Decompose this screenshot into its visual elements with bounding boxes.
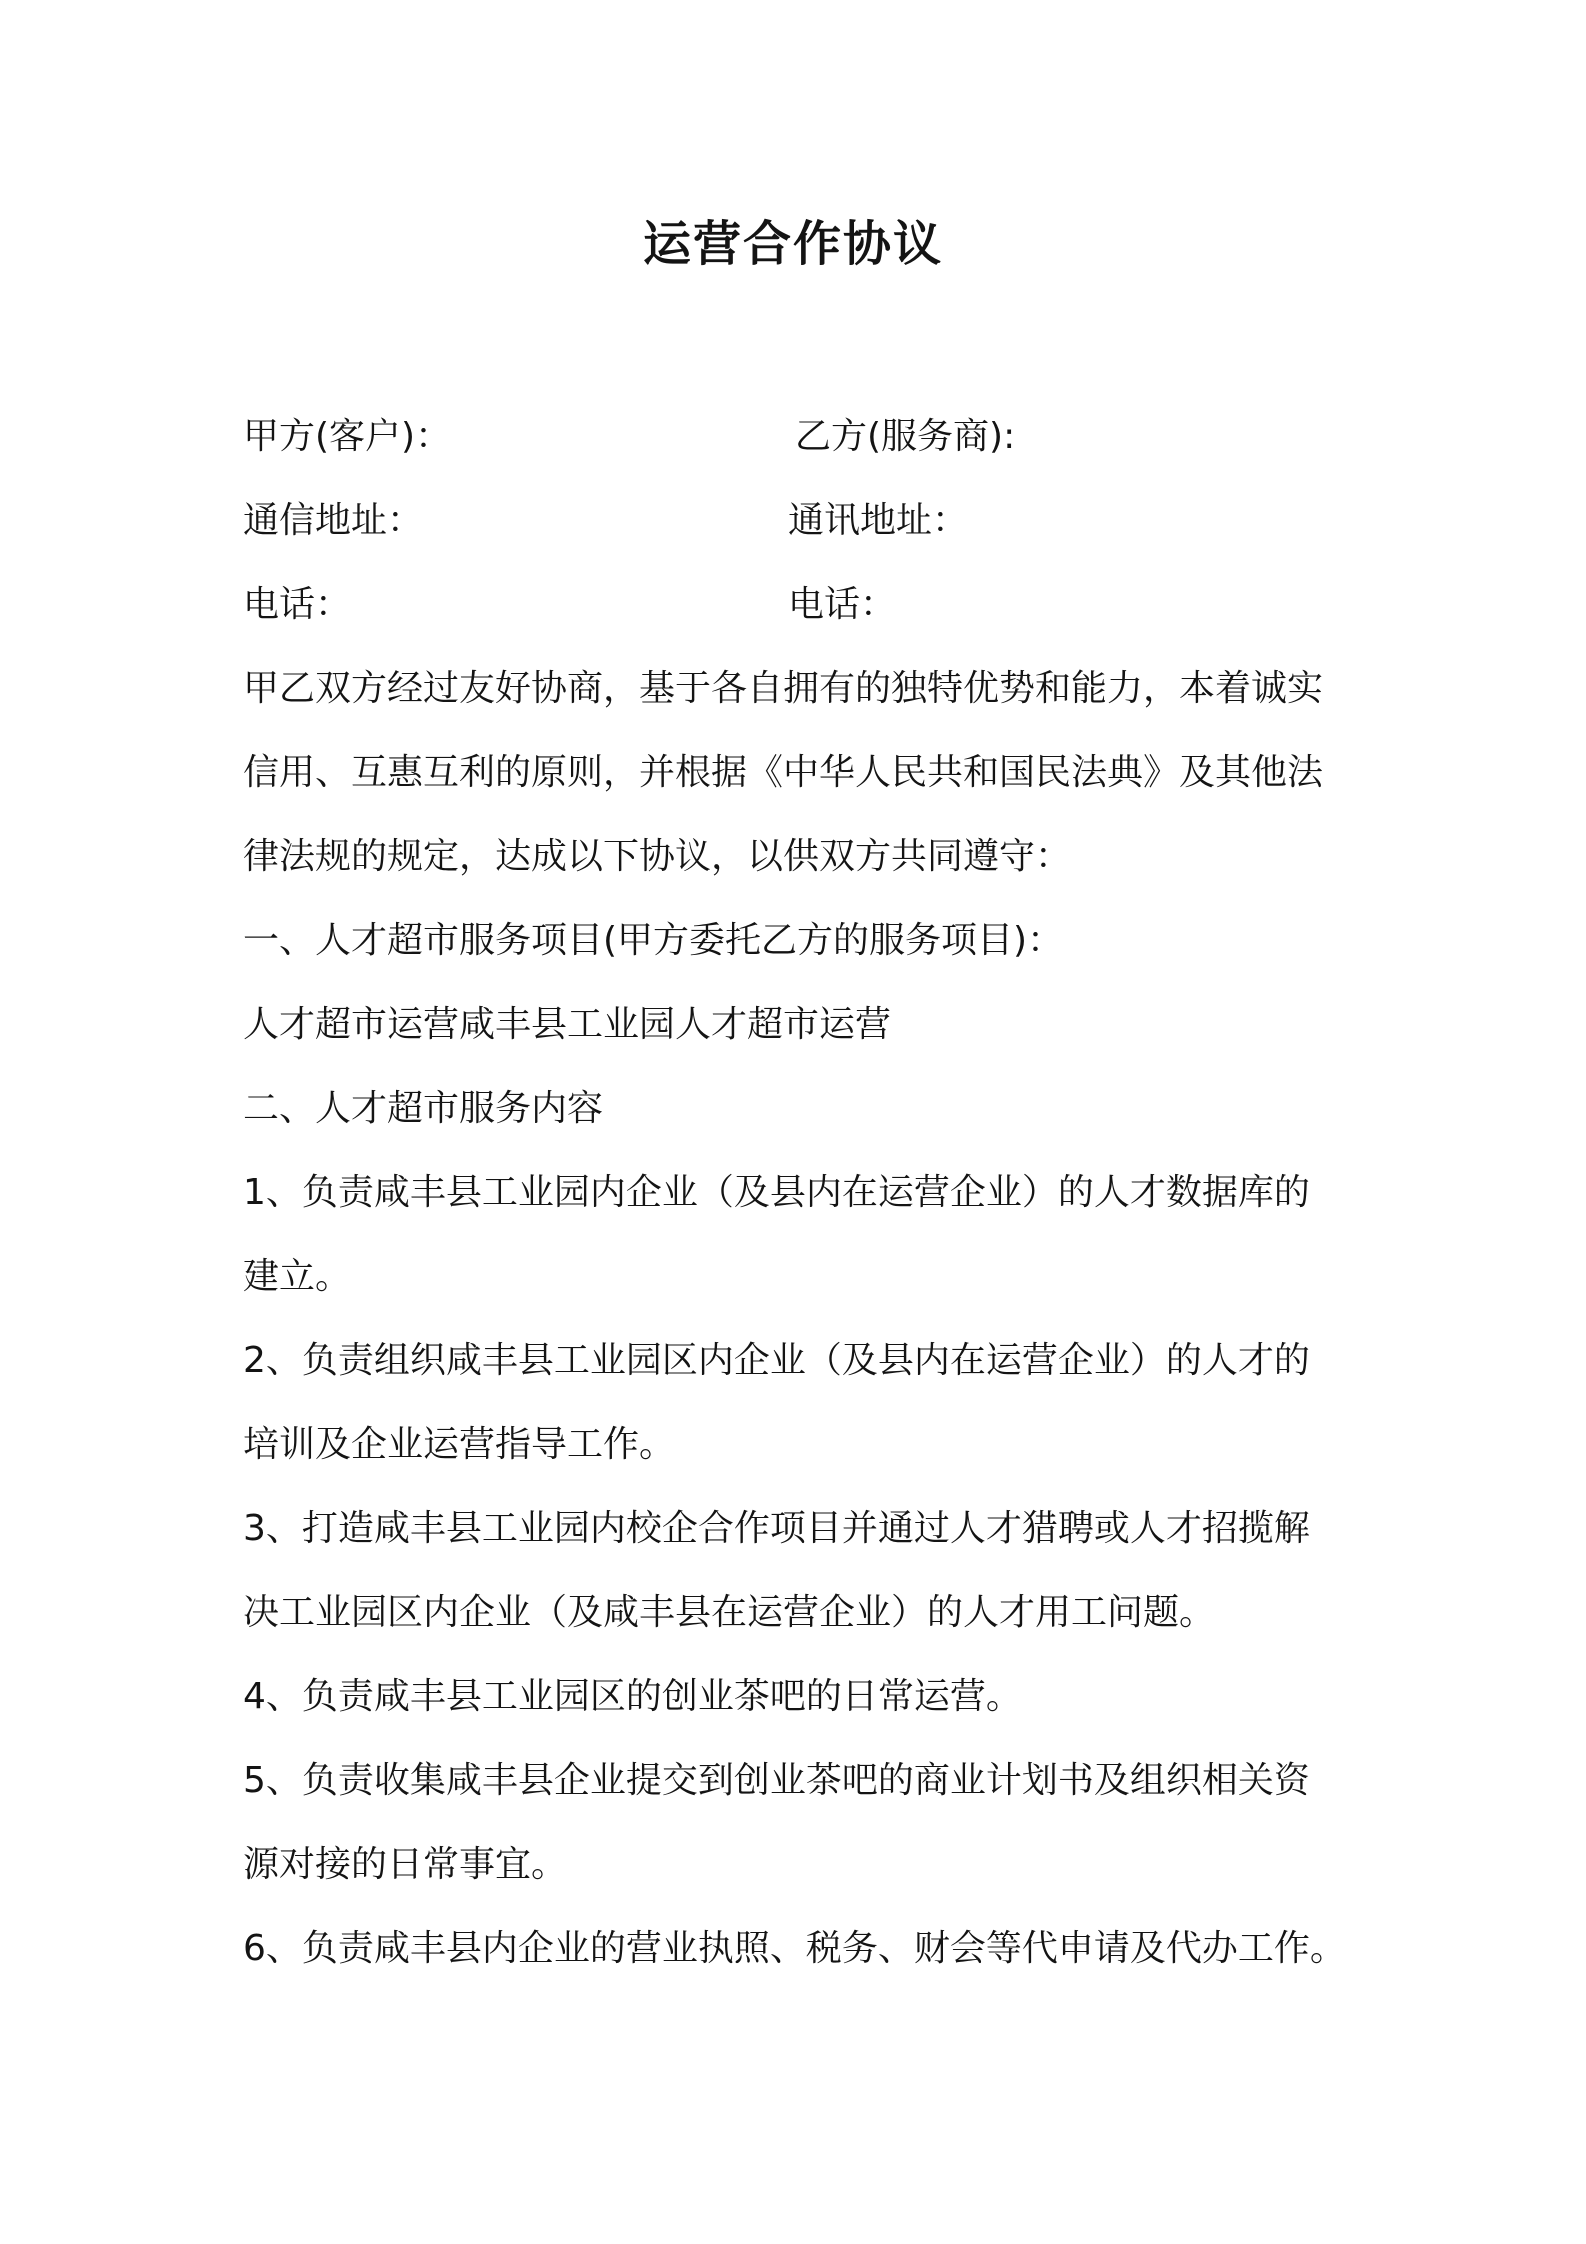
section2-item-line: 培训及企业运营指导工作。	[243, 1424, 676, 1465]
party-a-address-label: 通信地址：	[243, 500, 424, 541]
section2-item-line: 6、负责咸丰县内企业的营业执照、税务、财会等代申请及代办工作。	[243, 1928, 1346, 1969]
preamble-line: 信用、互惠互利的原则，并根据《中华人民共和国民法典》及其他法	[243, 752, 1324, 793]
section2-item-line: 建立。	[243, 1256, 352, 1297]
preamble-line: 甲乙双方经过友好协商，基于各自拥有的独特优势和能力，本着诚实	[243, 668, 1324, 709]
section2-item-line: 决工业园区内企业（及咸丰县在运营企业）的人才用工问题。	[243, 1592, 1216, 1633]
section2-item-line: 3、打造咸丰县工业园内校企合作项目并通过人才猎聘或人才招揽解	[243, 1508, 1310, 1549]
section2-item-line: 源对接的日常事宜。	[243, 1844, 568, 1885]
party-a-label: 甲方(客户)：	[243, 416, 452, 457]
preamble-line: 律法规的规定，达成以下协议，以供双方共同遵守：	[243, 836, 1072, 877]
document-title: 运营合作协议	[642, 216, 943, 272]
party-b-phone-label: 电话：	[788, 584, 897, 625]
party-b-address-label: 通讯地址：	[788, 500, 969, 541]
party-a-phone-label: 电话：	[243, 584, 352, 625]
section1-content: 人才超市运营咸丰县工业园人才超市运营	[243, 1004, 892, 1045]
section2-item-line: 1、负责咸丰县工业园内企业（及县内在运营企业）的人才数据库的	[243, 1172, 1310, 1213]
section2-heading: 二、人才超市服务内容	[243, 1088, 604, 1129]
section1-heading: 一、人才超市服务项目(甲方委托乙方的服务项目)：	[243, 920, 1064, 961]
section2-item-line: 5、负责收集咸丰县企业提交到创业茶吧的商业计划书及组织相关资	[243, 1760, 1310, 1801]
section2-item-line: 2、负责组织咸丰县工业园区内企业（及县内在运营企业）的人才的	[243, 1340, 1310, 1381]
party-b-label: 乙方(服务商):	[795, 416, 1016, 457]
section2-item-line: 4、负责咸丰县工业园区的创业茶吧的日常运营。	[243, 1676, 1022, 1717]
